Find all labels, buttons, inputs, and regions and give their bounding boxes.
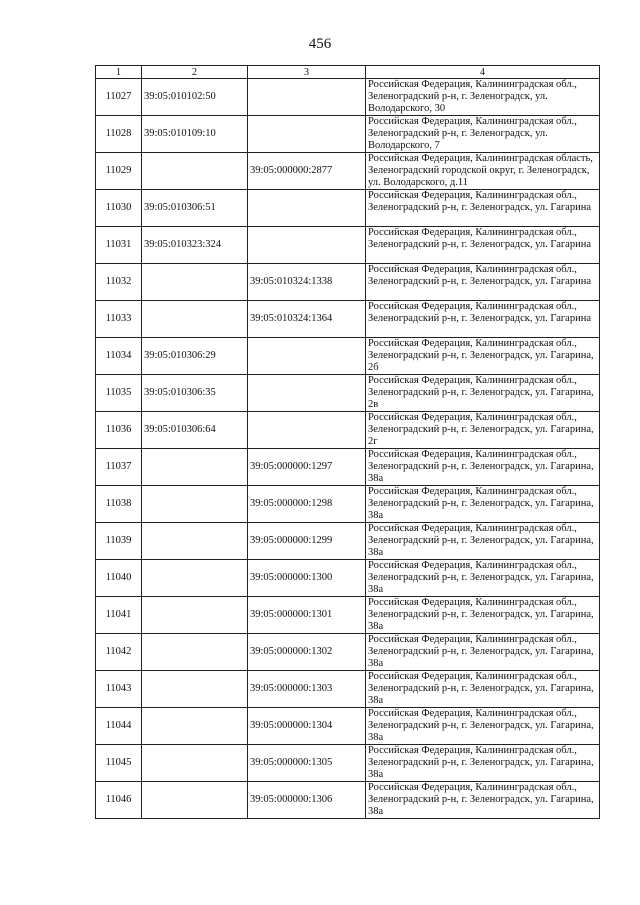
address-cell: Российская Федерация, Калининградская обл., Зеленоградский р-н, г. Зеленоградск, ул. Гагарина, 38а (366, 634, 600, 671)
address-cell: Российская Федерация, Калининградская обл., Зеленоградский р-н, г. Зеленоградск, ул. Гагарина, 38а (366, 745, 600, 782)
address-cell: Российская Федерация, Калининградская обл., Зеленоградский р-н, г. Зеленоградск, ул. Гагарина, 38а (366, 560, 600, 597)
cadastral-number-cell: 39:05:010323:324 (142, 227, 248, 264)
cadastral-number-cell (142, 264, 248, 301)
row-number-cell: 11030 (96, 190, 142, 227)
cadastral-number-alt-cell (248, 375, 366, 412)
cadastral-number-alt-cell (248, 116, 366, 153)
address-cell: Российская Федерация, Калининградская обл., Зеленоградский р-н, г. Зеленоградск, ул. Гагарина (366, 301, 600, 338)
cadastral-number-alt-cell: 39:05:000000:1302 (248, 634, 366, 671)
cadastral-number-cell (142, 782, 248, 819)
row-number-cell: 11038 (96, 486, 142, 523)
cadastral-number-cell: 39:05:010306:35 (142, 375, 248, 412)
cadastral-number-cell (142, 301, 248, 338)
address-cell: Российская Федерация, Калининградская обл., Зеленоградский р-н, г. Зеленоградск, ул. Гагарина (366, 190, 600, 227)
table-row (96, 375, 600, 412)
row-number-cell: 11043 (96, 671, 142, 708)
table-row (96, 634, 600, 671)
address-cell: Российская Федерация, Калининградская обл., Зеленоградский р-н, г. Зеленоградск, ул. Гагарина, 38а (366, 782, 600, 819)
address-cell: Российская Федерация, Калининградская обл., Зеленоградский р-н, г. Зеленоградск, ул. Гагарина, 38а (366, 708, 600, 745)
cadastral-number-cell (142, 153, 248, 190)
row-number-cell: 11035 (96, 375, 142, 412)
address-cell: Российская Федерация, Калининградская обл., Зеленоградский р-н, г. Зеленоградск, ул. Володарского, 30 (366, 79, 600, 116)
address-cell: Российская Федерация, Калининградская обл., Зеленоградский р-н, г. Зеленоградск, ул. Гагарина, 38а (366, 597, 600, 634)
table-row (96, 153, 600, 190)
table-row (96, 782, 600, 819)
cadastral-number-cell (142, 597, 248, 634)
row-number-cell: 11045 (96, 745, 142, 782)
row-number-cell: 11036 (96, 412, 142, 449)
address-cell: Российская Федерация, Калининградская обл., Зеленоградский р-н, г. Зеленоградск, ул. Гагарина, 2в (366, 375, 600, 412)
cadastral-number-cell: 39:05:010306:29 (142, 338, 248, 375)
address-cell: Российская Федерация, Калининградская обл., Зеленоградский р-н, г. Зеленоградск, ул. Гагарина, 38а (366, 671, 600, 708)
cadastral-number-alt-cell: 39:05:000000:1303 (248, 671, 366, 708)
table-body (96, 79, 600, 819)
cadastral-number-cell (142, 486, 248, 523)
cadastral-number-cell: 39:05:010306:64 (142, 412, 248, 449)
column-header-1: 1 (96, 66, 142, 79)
row-number-cell: 11032 (96, 264, 142, 301)
cadastral-number-alt-cell (248, 227, 366, 264)
address-cell: Российская Федерация, Калининградская обл., Зеленоградский р-н, г. Зеленоградск, ул. Гагарина (366, 264, 600, 301)
cadastral-number-alt-cell: 39:05:000000:1304 (248, 708, 366, 745)
cadastral-number-alt-cell: 39:05:000000:1297 (248, 449, 366, 486)
table-row (96, 708, 600, 745)
column-header-3: 3 (248, 66, 366, 79)
table-row (96, 671, 600, 708)
table-row (96, 560, 600, 597)
table-row (96, 449, 600, 486)
cadastral-number-alt-cell: 39:05:000000:2877 (248, 153, 366, 190)
cadastral-number-cell: 39:05:010109:10 (142, 116, 248, 153)
cadastral-number-cell: 39:05:010102:50 (142, 79, 248, 116)
table-row (96, 190, 600, 227)
table-row (96, 486, 600, 523)
row-number-cell: 11031 (96, 227, 142, 264)
address-cell: Российская Федерация, Калининградская обл., Зеленоградский р-н, г. Зеленоградск, ул. Гагарина, 2г (366, 412, 600, 449)
table-row (96, 338, 600, 375)
row-number-cell: 11042 (96, 634, 142, 671)
table-row (96, 412, 600, 449)
cadastral-number-alt-cell: 39:05:000000:1305 (248, 745, 366, 782)
cadastral-number-alt-cell (248, 190, 366, 227)
cadastral-number-alt-cell: 39:05:010324:1338 (248, 264, 366, 301)
cadastral-number-alt-cell: 39:05:000000:1306 (248, 782, 366, 819)
cadastral-number-alt-cell (248, 338, 366, 375)
row-number-cell: 11046 (96, 782, 142, 819)
row-number-cell: 11037 (96, 449, 142, 486)
cadastral-number-cell (142, 634, 248, 671)
row-number-cell: 11033 (96, 301, 142, 338)
cadastral-number-cell (142, 671, 248, 708)
row-number-cell: 11029 (96, 153, 142, 190)
table-row (96, 745, 600, 782)
row-number-cell: 11039 (96, 523, 142, 560)
cadastral-number-alt-cell (248, 79, 366, 116)
cadastral-number-alt-cell: 39:05:000000:1298 (248, 486, 366, 523)
table-row (96, 523, 600, 560)
address-cell: Российская Федерация, Калининградская обл., Зеленоградский р-н, г. Зеленоградск, ул. Гагарина, 2б (366, 338, 600, 375)
cadastral-number-cell (142, 745, 248, 782)
row-number-cell: 11028 (96, 116, 142, 153)
row-number-cell: 11041 (96, 597, 142, 634)
cadastral-number-cell (142, 708, 248, 745)
cadastral-number-cell: 39:05:010306:51 (142, 190, 248, 227)
address-cell: Российская Федерация, Калининградская обл., Зеленоградский р-н, г. Зеленоградск, ул. Володарского, 7 (366, 116, 600, 153)
row-number-cell: 11044 (96, 708, 142, 745)
cadastral-number-alt-cell: 39:05:000000:1301 (248, 597, 366, 634)
address-cell: Российская Федерация, Калининградская обл., Зеленоградский р-н, г. Зеленоградск, ул. Гагарина, 38а (366, 486, 600, 523)
register-table (95, 65, 600, 819)
table-row (96, 264, 600, 301)
cadastral-number-cell (142, 449, 248, 486)
row-number-cell: 11034 (96, 338, 142, 375)
cadastral-number-alt-cell: 39:05:000000:1299 (248, 523, 366, 560)
table-row (96, 597, 600, 634)
cadastral-number-cell (142, 560, 248, 597)
cadastral-number-alt-cell: 39:05:010324:1364 (248, 301, 366, 338)
table-row (96, 227, 600, 264)
address-cell: Российская Федерация, Калининградская область, Зеленоградский городской округ, г. Зеленоградск, ул. Володарского, д.11 (366, 153, 600, 190)
row-number-cell: 11027 (96, 79, 142, 116)
cadastral-number-cell (142, 523, 248, 560)
table-header-row (96, 66, 600, 79)
page-number: 456 (308, 36, 332, 52)
address-cell: Российская Федерация, Калининградская обл., Зеленоградский р-н, г. Зеленоградск, ул. Гагарина (366, 227, 600, 264)
address-cell: Российская Федерация, Калининградская обл., Зеленоградский р-н, г. Зеленоградск, ул. Гагарина, 38а (366, 523, 600, 560)
table-row (96, 116, 600, 153)
cadastral-number-alt-cell (248, 412, 366, 449)
address-cell: Российская Федерация, Калининградская обл., Зеленоградский р-н, г. Зеленоградск, ул. Гагарина, 38а (366, 449, 600, 486)
column-header-2: 2 (142, 66, 248, 79)
table-row (96, 301, 600, 338)
table-row (96, 79, 600, 116)
cadastral-number-alt-cell: 39:05:000000:1300 (248, 560, 366, 597)
column-header-4: 4 (366, 66, 600, 79)
row-number-cell: 11040 (96, 560, 142, 597)
